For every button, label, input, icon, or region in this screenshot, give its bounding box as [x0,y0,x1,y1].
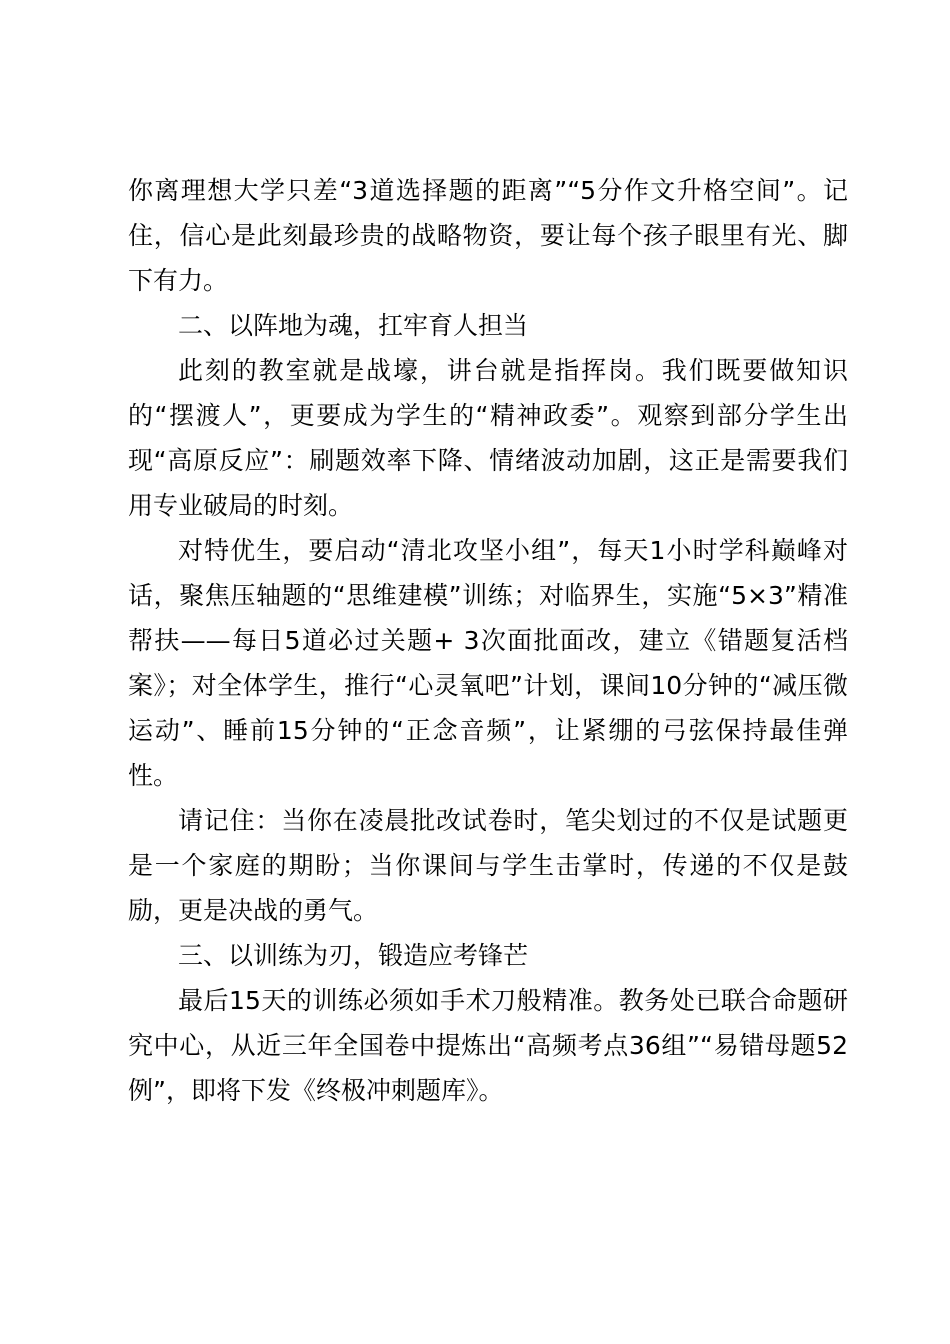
paragraph: 请记住：当你在凌晨批改试卷时，笔尖划过的不仅是试题更是一个家庭的期盼；当你课间与学生击掌时，传递的不仅是鼓励，更是决战的勇气。 [128,806,848,925]
paragraph: 此刻的教室就是战壕，讲台就是指挥岗。我们既要做知识的“摆渡人”，更要成为学生的“精神政委”。观察到部分学生出现“高原反应”：刷题效率下降、情绪波动加剧，这正是需要我们用专业破局的时刻。 [128,356,848,520]
section-heading-3: 三、以训练为刃，锻造应考锋芒 [178,941,529,970]
paragraph: 最后15天的训练必须如手术刀般精准。教务处已联合命题研究中心，从近三年全国卷中提炼出“高频考点36组”“易错母题52例”，即将下发《终极冲刺题库》。 [128,986,848,1105]
section-heading-2: 二、以阵地为魂，扛牢育人担当 [178,311,529,340]
paragraph: 对特优生，要启动“清北攻坚小组”，每天1小时学科巅峰对话，聚焦压轴题的“思维建模”训练；对临界生，实施“5×3”精准帮扶——每日5道必过关题+ 3次面批面改，建立《错题复活档案》；对全体学生，推行“心灵氧吧”计划，课间10分钟的“减压微运动”、睡前15分钟的“正念音频”，让紧绷的弓弦保持最佳弹性。 [128,536,848,790]
document-body [128,168,848,1113]
paragraph-continuation: 你离理想大学只差“3道选择题的距离”“5分作文升格空间”。记住，信心是此刻最珍贵的战略物资，要让每个孩子眼里有光、脚下有力。 [128,176,848,295]
